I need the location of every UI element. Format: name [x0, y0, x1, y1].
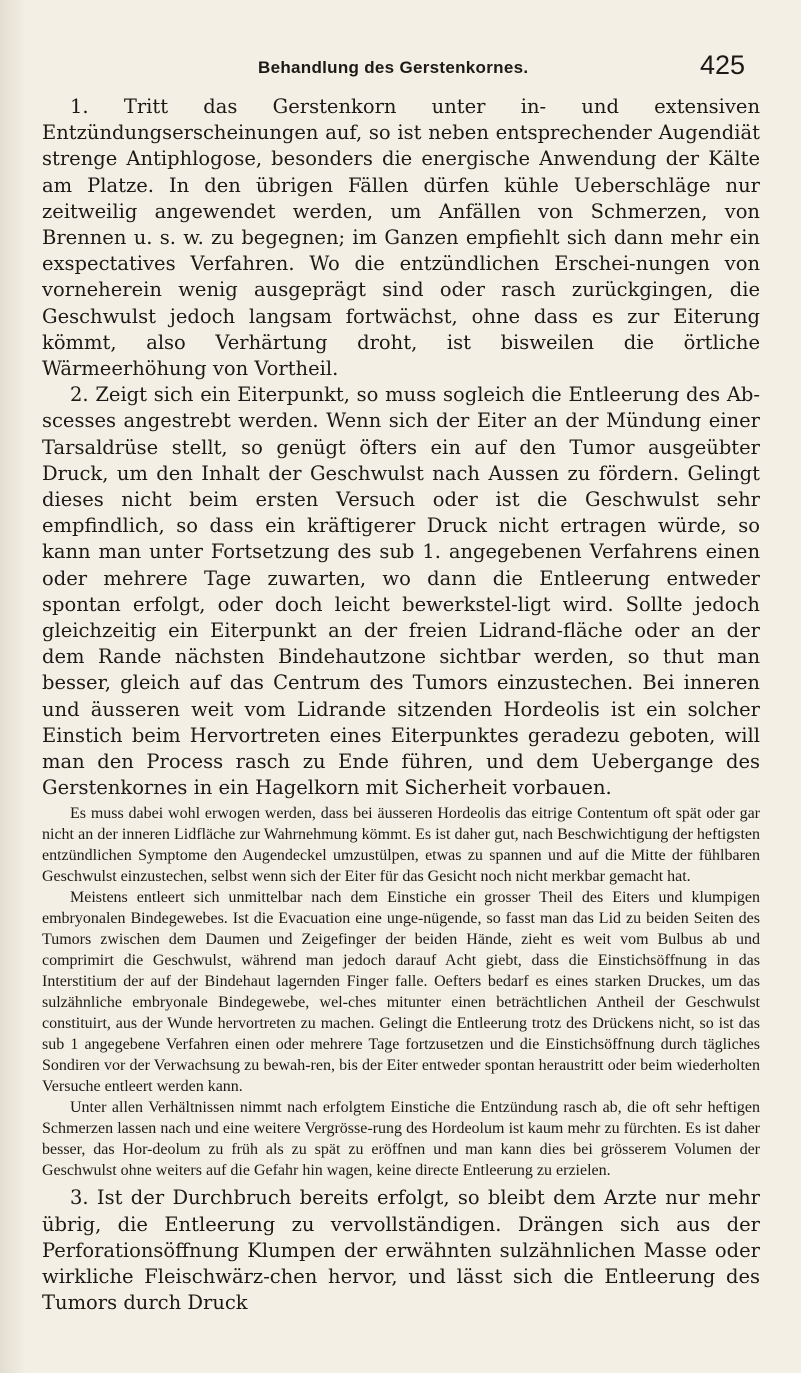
- page-number: 425: [700, 50, 746, 80]
- page-body: [42, 94, 760, 1317]
- note-paragraph-3: Unter allen Verhältnissen nimmt nach erfolgtem Einstiche die Entzündung rasch ab, die oft sehr heftigen Schmerzen lassen nach und eine weitere Vergrösse-rung des Hordeolum ist kaum mehr zu fürchten. Es ist daher besser, das Hor-deolum zu früh als zu spät zu eröffnen und man kann dies bei grösserem Volumen der Geschwulst ohne weiters auf die Gefahr hin wagen, keine directe Entleerung zu erzielen.: [42, 1099, 760, 1180]
- running-head-title: Behandlung des Gerstenkornes.: [258, 58, 529, 77]
- note-paragraph-1: Es muss dabei wohl erwogen werden, dass bei äusseren Hordeolis das eitrige Contentum oft spät oder gar nicht an der inneren Lidfläche zur Wahrnehmung kömmt. Es ist daher gut, nach Beschwichtigung der heftigsten entzündlichen Symptome den Augendeckel umzustülpen, etwas zu spannen und auf die Mitte der fühlbaren Geschwulst einzustechen, selbst wenn sich der Eiter für das Gesicht noch nicht merkbar gemacht hat.: [42, 805, 760, 886]
- paragraph-1: 1. Tritt das Gerstenkorn unter in- und extensiven Entzündungserscheinungen auf, so ist neben entsprechender Augendiät strenge Antiphlogose, besonders die energische Anwendung der Kälte am Platze. In den übrigen Fällen dürfen kühle Ueberschläge nur zeitweilig angewendet werden, um Anfällen von Schmerzen, von Brennen u. s. w. zu begegnen; im Ganzen empfiehlt sich dann mehr ein exspectatives Verfahren. Wo die entzündlichen Erschei-nungen von vorneherein wenig ausgeprägt sind oder rasch zurückgingen, die Geschwulst jedoch langsam fortwächst, ohne dass es zur Eiterung kömmt, also Verhärtung droht, ist bisweilen die örtliche Wärmeerhöhung von Vortheil.: [42, 95, 760, 381]
- running-header: [0, 50, 801, 90]
- note-paragraph-2: Meistens entleert sich unmittelbar nach dem Einstiche ein grosser Theil des Eiters und klumpigen embryonalen Bindegewebes. Ist die Evacuation eine unge-nügende, so fasst man das Lid zu beiden Seiten des Tumors zwischen dem Daumen und Zeigefinger der beiden Hände, zieht es weit vom Bulbus ab und comprimirt die Geschwulst, während man jedoch darauf Acht giebt, dass die Einstichsöffnung in das Interstitium der auf der Bindehaut lagernden Finger falle. Oefters bedarf es eines starken Druckes, um das sulzähnliche embryonale Bindegewebe, wel-ches mitunter einen beträchtlichen Antheil der Geschwulst constituirt, aus der Wunde hervortreten zu machen. Gelingt die Entleerung trotz des Drückens nicht, so ist das sub 1 angegebene Verfahren einen oder mehrere Tage fortzusetzen und die Einstichsöffnung durch tägliches Sondiren vor der Verwachsung zu bewah-ren, bis der Eiter entweder spontan heraustritt oder beim wiederholten Versuche entleert werden kann.: [42, 889, 760, 1096]
- main-text-block-continued: [42, 1185, 760, 1316]
- main-text-block: [42, 94, 760, 801]
- paragraph-2: 2. Zeigt sich ein Eiterpunkt, so muss sogleich die Entleerung des Ab-scesses angestrebt werden. Wenn sich der Eiter an der Mündung einer Tarsaldrüse stellt, so genügt öfters ein auf den Tumor ausgeübter Druck, um den Inhalt der Geschwulst nach Aussen zu fördern. Gelingt dieses nicht beim ersten Versuch oder ist die Geschwulst sehr empfindlich, so dass ein kräftigerer Druck nicht ertragen würde, so kann man unter Fortsetzung des sub 1. angegebenen Verfahrens einen oder mehrere Tage zuwarten, wo dann die Entleerung entweder spontan erfolgt, oder doch leicht bewerkstel-ligt wird. Sollte jedoch gleichzeitig ein Eiterpunkt an der freien Lidrand-fläche oder an der dem Rande nächsten Bindehautzone sichtbar werden, so thut man besser, gleich auf das Centrum des Tumors einzustechen. Bei inneren und äusseren weit vom Lidrande sitzenden Hordeolis ist ein solcher Einstich beim Hervortreten eines Eiterpunktes geradezu geboten, will man den Process rasch zu Ende führen, und dem Uebergange des Gerstenkornes in ein Hagelkorn mit Sicherheit vorbauen.: [42, 383, 760, 800]
- paragraph-3: 3. Ist der Durchbruch bereits erfolgt, so bleibt dem Arzte nur mehr übrig, die Entleerung zu vervollständigen. Drängen sich aus der Perforationsöffnung Klumpen der erwähnten sulzähnlichen Masse oder wirkliche Fleischwärz-chen hervor, und lässt sich die Entleerung des Tumors durch Druck: [42, 1186, 760, 1315]
- page-gutter-shadow: [0, 0, 26, 1373]
- small-print-block: [42, 803, 760, 1181]
